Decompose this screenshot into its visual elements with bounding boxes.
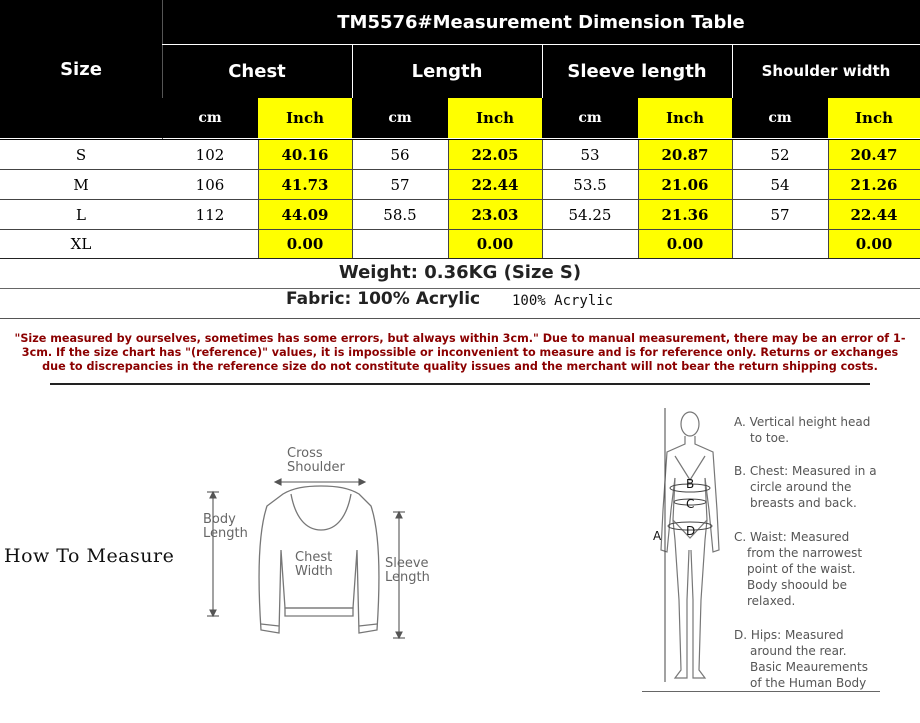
table-cell: 57 bbox=[352, 170, 448, 199]
table-cell: 53.5 bbox=[542, 170, 638, 199]
cross-shoulder-label: Shoulder bbox=[287, 460, 345, 475]
legend-c: C. Waist: Measured from the narrowest point of the waist. Body shoould be relaxed. bbox=[734, 530, 863, 608]
table-cell: 22.05 bbox=[448, 140, 542, 169]
table-cell: 0.00 bbox=[448, 230, 542, 258]
chest-width-label: Width bbox=[295, 564, 333, 579]
marker-c: C bbox=[686, 497, 695, 511]
table-cell bbox=[162, 230, 258, 258]
column-header-chest: Chest bbox=[162, 44, 352, 98]
table-cell: 0.00 bbox=[828, 230, 920, 258]
fabric-note: 100% Acrylic bbox=[512, 293, 614, 309]
unit-inch: Inch bbox=[448, 98, 542, 138]
unit-cm: cm bbox=[732, 98, 828, 138]
table-cell: 54.25 bbox=[542, 200, 638, 229]
body-figure-diagram bbox=[645, 400, 735, 695]
table-cell bbox=[732, 230, 828, 258]
fabric-text: Fabric: 100% Acrylic bbox=[286, 289, 481, 309]
unit-inch: Inch bbox=[638, 98, 732, 138]
unit-inch: Inch bbox=[828, 98, 920, 138]
table-cell bbox=[542, 230, 638, 258]
cross-shoulder-label: Cross bbox=[287, 446, 323, 461]
table-cell: 58.5 bbox=[352, 200, 448, 229]
table-cell: 21.36 bbox=[638, 200, 732, 229]
table-cell: 44.09 bbox=[258, 200, 352, 229]
table-row-size: M bbox=[0, 170, 162, 199]
table-cell: 41.73 bbox=[258, 170, 352, 199]
table-cell: 53 bbox=[542, 140, 638, 169]
unit-inch: Inch bbox=[258, 98, 352, 138]
weight-text: Weight: 0.36KG (Size S) bbox=[338, 262, 582, 283]
table-cell: 23.03 bbox=[448, 200, 542, 229]
table-cell: 20.87 bbox=[638, 140, 732, 169]
table-cell: 22.44 bbox=[828, 200, 920, 229]
table-cell: 21.06 bbox=[638, 170, 732, 199]
table-cell: 40.16 bbox=[258, 140, 352, 169]
column-header-sleeve-length: Sleeve length bbox=[542, 44, 732, 98]
table-cell: 20.47 bbox=[828, 140, 920, 169]
table-cell: 54 bbox=[732, 170, 828, 199]
table-cell bbox=[352, 230, 448, 258]
table-cell: 21.26 bbox=[828, 170, 920, 199]
marker-b: B bbox=[686, 477, 695, 491]
unit-cm: cm bbox=[162, 98, 258, 138]
table-cell: 57 bbox=[732, 200, 828, 229]
disclaimer-text: "Size measured by ourselves, sometimes has some errors, but always within 3cm." Due to manual measurement, there may be an error of 1-3cm. If the size chart has "(reference)" values, it is impossible or inconvenient to measure and is for reference only. Returns or exchanges due to discrepancies in the reference size do not constitute quality issues and the merchant will not bear the return shipping costs. bbox=[14, 332, 906, 373]
table-cell: 106 bbox=[162, 170, 258, 199]
legend-d: D. Hips: Measured around the rear. Basic Meaurements of the Human Body bbox=[734, 628, 868, 690]
legend-a: A. Vertical height head to toe. bbox=[734, 415, 871, 445]
marker-d: D bbox=[686, 524, 696, 538]
column-header-length: Length bbox=[352, 44, 542, 98]
unit-cm: cm bbox=[542, 98, 638, 138]
chest-width-label: Chest bbox=[295, 550, 333, 565]
table-cell: 52 bbox=[732, 140, 828, 169]
size-header: Size bbox=[0, 0, 162, 138]
table-cell: 0.00 bbox=[258, 230, 352, 258]
table-cell: 0.00 bbox=[638, 230, 732, 258]
legend-b: B. Chest: Measured in a circle around the breasts and back. bbox=[734, 464, 877, 510]
table-cell: 56 bbox=[352, 140, 448, 169]
body-length-label: Body bbox=[203, 512, 236, 527]
table-cell: 102 bbox=[162, 140, 258, 169]
human-figure-icon bbox=[661, 412, 719, 678]
sleeve-length-label: Length bbox=[385, 570, 430, 585]
column-header-shoulder-width: Shoulder width bbox=[732, 44, 920, 98]
unit-cm: cm bbox=[352, 98, 448, 138]
sweater-diagram bbox=[195, 440, 445, 650]
table-row-size: L bbox=[0, 200, 162, 229]
table-cell: 22.44 bbox=[448, 170, 542, 199]
marker-a: A bbox=[653, 529, 662, 543]
table-title: TM5576#Measurement Dimension Table bbox=[162, 0, 920, 44]
body-length-label: Length bbox=[203, 526, 248, 541]
table-row-size: S bbox=[0, 140, 162, 169]
table-cell: 112 bbox=[162, 200, 258, 229]
sleeve-length-label: Sleeve bbox=[385, 556, 429, 571]
table-row-size: XL bbox=[0, 230, 162, 258]
how-to-measure-label: How To Measure bbox=[4, 545, 175, 567]
